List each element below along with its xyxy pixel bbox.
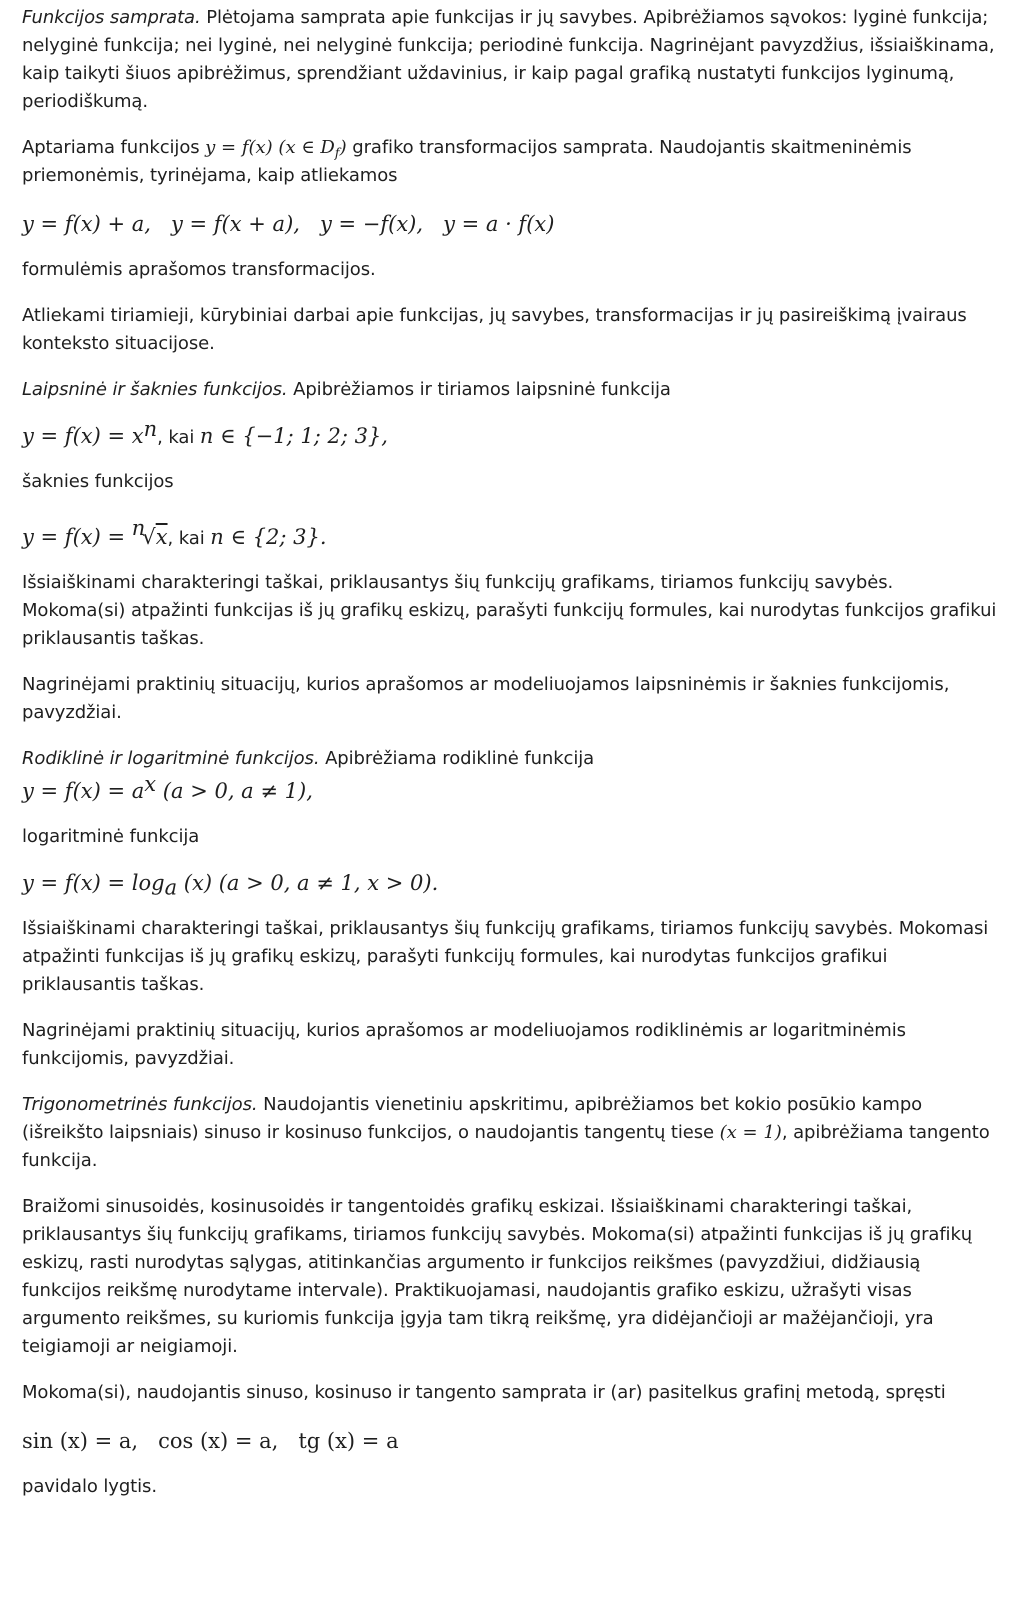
math-tangent-line: (x = 1) [719,1122,782,1143]
label-root-functions: šaknies funkcijos [22,471,174,492]
paragraph-transformations: Aptariama funkcijos y = f(x) (x ∈ $D_f$) grafiko transformacijos samprata. Naudojantis skaitmeninėmis priemonėmis, tyrinėjama, kaip atliekamos [22,137,912,186]
paragraph-trig-equations: Mokoma(si), naudojantis sinuso, kosinuso ir tangento samprata ir (ar) pasitelkus grafinį metodą, spręsti [22,1382,946,1403]
paragraph-research-work: Atliekami tiriamieji, kūrybiniai darbai apie funkcijas, jų savybes, transformacijas ir jų pasireiškimą įvairaus konteksto situacijose. [22,305,967,354]
paragraph-power-root: Laipsninė ir šaknies funkcijos. Apibrėžiamos ir tiriamos laipsninė funkcija [22,379,671,400]
paragraph-transformations-end: formulėmis aprašomos transformacijos. [22,259,376,280]
section-title-power-root: Laipsninė ir šaknies funkcijos. [22,379,288,400]
section-title-function-concept: Funkcijos samprata. [22,7,201,28]
formula-log-function: $y = f(x) = \log_a (x) (a > 0$, a ≠ 1, x > 0). [22,871,439,900]
document-body [22,4,997,1519]
paragraph-exp-log-examples: Nagrinėjami praktinių situacijų, kurios aprašomos ar modeliuojamos rodiklinėmis ar logaritminėmis funkcijomis, pavyzdžiai. [22,1020,906,1069]
math-domain: (x ∈ $D_f$) [278,137,347,162]
paragraph-power-root-points: Išsiaiškinami charakteringi taškai, priklausantys šių funkcijų grafikams, tiriamos funkcijų savybės. Mokoma(si) atpažinti funkcijas iš jų grafikų eskizų, parašyti funkcijų formules, kai nurodytas funkcijos grafikui priklausantis taškas. [22,572,997,649]
paragraph-function-concept: Funkcijos samprata. Plėtojama samprata apie funkcijas ir jų savybes. Apibrėžiamos sąvokos: lyginė funkcija; nelyginė funkcija; nei lyginė, nei nelyginė funkcija; periodinė funkcija. Nagrinėjant pavyzdžius, išsiaiškinama, kaip taikyti šiuos apibrėžimus, sprendžiant uždavinius, ir kaip pagal grafiką nustatyti funkcijos lyginumą, periodiškumą. [22,7,995,112]
formula-power-function: $y = f(x) = x^n$, kai n ∈ {−1; 1; 2; 3}, [22,417,388,448]
formula-transformations: y = f(x) + a, y = f(x + a), y = −f(x), y = a · f(x) [22,212,555,236]
formula-exponential-function: $y = f(x) = a^x$ (a > 0, a ≠ 1), [22,772,313,803]
section-title-exp-log: Rodiklinė ir logaritminė funkcijos. [22,748,320,769]
formula-root-function: y = f(x) = n√x, kai n ∈ {2; 3}. [22,516,327,549]
paragraph-exp-log: Rodiklinė ir logaritminė funkcijos. Apibrėžiama rodiklinė funkcija [22,748,595,769]
math-y-fx: y = f(x) [205,137,279,158]
label-log-function: logaritminė funkcija [22,826,200,847]
paragraph-exp-log-points: Išsiaiškinami charakteringi taškai, priklausantys šių funkcijų grafikams, tiriamos funkcijų savybės. Mokomasi atpažinti funkcijas iš jų grafikų eskizų, parašyti funkcijų formules, kai nurodytas funkcijos grafikui priklausantis taškas. [22,918,989,995]
paragraph-power-root-examples: Nagrinėjami praktinių situacijų, kurios aprašomos ar modeliuojamos laipsninėmis ir šaknies funkcijomis, pavyzdžiai. [22,674,950,723]
formula-trig-equations: sin (x) = a, cos (x) = a, tg (x) = a [22,1429,399,1453]
paragraph-trig-equations-end: pavidalo lygtis. [22,1476,157,1497]
section-title-trig: Trigonometrinės funkcijos. [22,1094,258,1115]
paragraph-trig: Trigonometrinės funkcijos. Naudojantis vienetiniu apskritimu, apibrėžiamos bet kokio posūkio kampo (išreikšto laipsniais) sinuso ir kosinuso funkcijos, o naudojantis tangentų tiese (x = 1), apibrėžiama tangento funkcija. [22,1094,990,1171]
paragraph-trig-graphs: Braižomi sinusoidės, kosinusoidės ir tangentoidės grafikų eskizai. Išsiaiškinami charakteringi taškai, priklausantys šių funkcijų grafikams, tiriamos funkcijų savybės. Mokoma(si) atpažinti funkcijas iš jų grafikų eskizų, rasti nurodytas sąlygas, atitinkančias argumento ir funkcijos reikšmes (pavyzdžiui, didžiausią funkcijos reikšmę nurodytame intervale). Praktikuojamasi, naudojantis grafiko eskizu, užrašyti visas argumento reikšmes, su kuriomis funkcija įgyja tam tikrą reikšmę, yra didėjančioji ar mažėjančioji, yra teigiamoji ar neigiamoji. [22,1196,973,1357]
